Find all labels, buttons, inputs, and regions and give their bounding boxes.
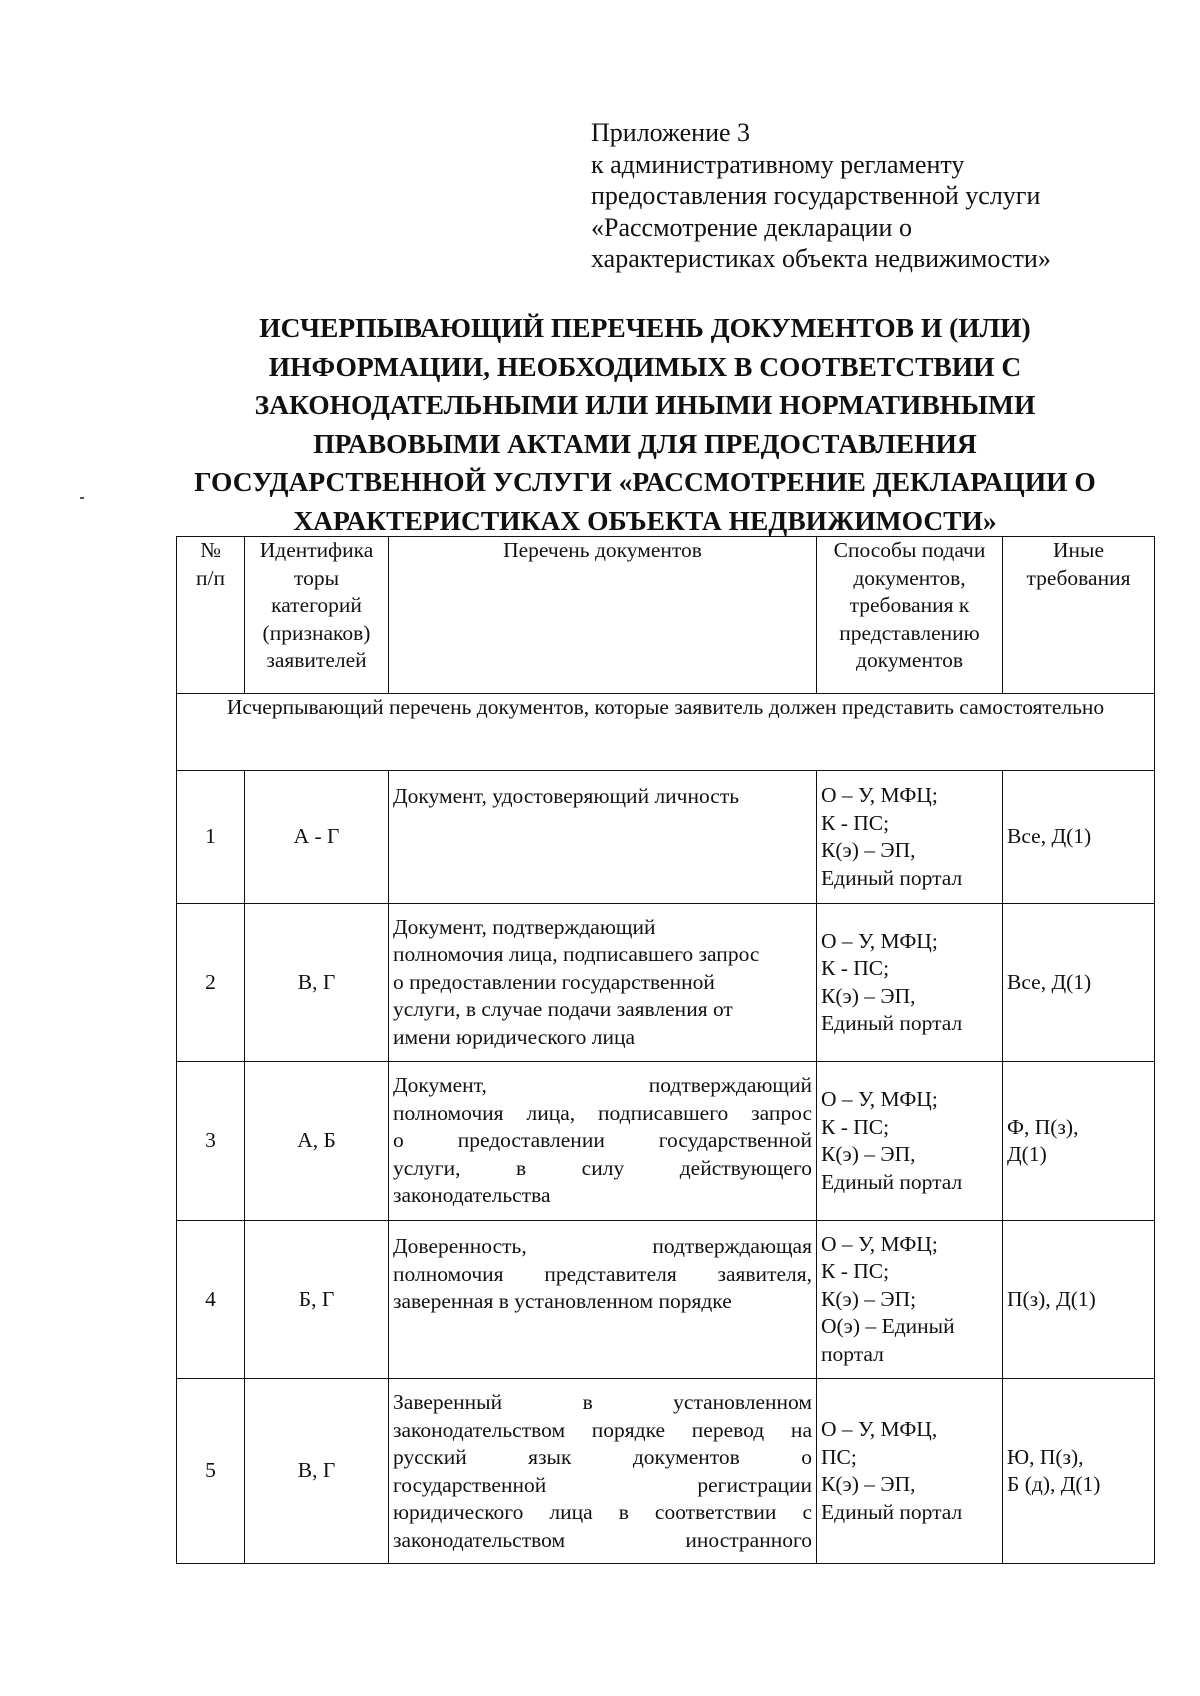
scan-speck: [80, 497, 84, 499]
row-number: 1: [177, 771, 245, 904]
appendix-line: Приложение 3: [591, 118, 751, 147]
appendix-line: к административному регламенту: [591, 149, 965, 179]
row-other-requirements: Ю, П(з), Б (д), Д(1): [1003, 1379, 1155, 1564]
row-submission-ways: О – У, МФЦ; К - ПС; К(э) – ЭП, Единый портал: [817, 1062, 1003, 1221]
title-line: ЗАКОНОДАТЕЛЬНЫМИ ИЛИ ИНЫМИ НОРМАТИВНЫМИ: [254, 389, 1036, 420]
header-ids: Идентифика торы категорий (признаков) заявителей: [245, 537, 389, 694]
row-documents: Документ, подтверждающий полномочия лица, подписавшего запрос о предоставлении государственной услуги, в случае подачи заявления от имени юридического лица: [389, 904, 817, 1062]
appendix-line: предоставления государственной услуги: [591, 181, 1041, 210]
appendix-line: характеристиках объекта недвижимости»: [591, 244, 1051, 273]
row-other-requirements: Все, Д(1): [1003, 771, 1155, 904]
row-number: 4: [177, 1221, 245, 1379]
row-submission-ways: О – У, МФЦ; К - ПС; К(э) – ЭП, Единый портал: [817, 904, 1003, 1062]
title-line: ГОСУДАРСТВЕННОЙ УСЛУГИ «РАССМОТРЕНИЕ ДЕКЛАРАЦИИ О: [194, 466, 1096, 497]
row-number: 2: [177, 904, 245, 1062]
table-row: [177, 771, 1155, 904]
row-other-requirements: П(з), Д(1): [1003, 1221, 1155, 1379]
table-row: [177, 904, 1155, 1062]
title-line: ПРАВОВЫМИ АКТАМИ ДЛЯ ПРЕДОСТАВЛЕНИЯ: [313, 427, 977, 459]
row-number: 3: [177, 1062, 245, 1221]
title-line: ИСЧЕРПЫВАЮЩИЙ ПЕРЕЧЕНЬ ДОКУМЕНТОВ И (ИЛИ): [259, 312, 1031, 343]
header-ways: Способы подачи документов, требования к представлению документов: [817, 537, 1003, 694]
row-applicant-ids: А - Г: [245, 771, 389, 904]
row-submission-ways: О – У, МФЦ, ПС; К(э) – ЭП, Единый портал: [817, 1379, 1003, 1564]
documents-table: [176, 536, 1155, 1564]
row-applicant-ids: В, Г: [245, 1379, 389, 1564]
row-number: 5: [177, 1379, 245, 1564]
title-line: ИНФОРМАЦИИ, НЕОБХОДИМЫХ В СООТВЕТСТВИИ С: [268, 350, 1022, 382]
row-documents: Доверенность, подтверждающая полномочия представителя заявителя, заверенная в установленном порядке: [389, 1221, 817, 1379]
row-documents: Заверенный в установленном законодательством порядке перевод на русский язык документов о государственной регистрации юридического лица в соответствии с законодательством иностранного: [389, 1379, 817, 1564]
table-row: [177, 1379, 1155, 1564]
table-header-row: [177, 537, 1155, 694]
row-documents: Документ, подтверждающий полномочия лица, подписавшего запрос о предоставлении государственной услуги, в силу действующего законодательства: [389, 1062, 817, 1221]
row-submission-ways: О – У, МФЦ; К - ПС; К(э) – ЭП; О(э) – Единый портал: [817, 1221, 1003, 1379]
row-other-requirements: Все, Д(1): [1003, 904, 1155, 1062]
row-documents: Документ, удостоверяющий личность: [389, 771, 817, 904]
table-row: [177, 1062, 1155, 1221]
appendix-caption: [591, 117, 1151, 275]
section-title: Исчерпывающий перечень документов, которые заявитель должен представить самостоятельно: [177, 694, 1155, 771]
row-applicant-ids: А, Б: [245, 1062, 389, 1221]
row-applicant-ids: Б, Г: [245, 1221, 389, 1379]
header-list: Перечень документов: [389, 537, 817, 694]
header-num: № п/п: [177, 537, 245, 694]
row-submission-ways: О – У, МФЦ; К - ПС; К(э) – ЭП, Единый портал: [817, 771, 1003, 904]
row-applicant-ids: В, Г: [245, 904, 389, 1062]
row-other-requirements: Ф, П(з), Д(1): [1003, 1062, 1155, 1221]
appendix-line: «Рассмотрение декларации о: [591, 212, 912, 242]
header-other: Иные требования: [1003, 537, 1155, 694]
table-row: [177, 1221, 1155, 1379]
document-title: [150, 309, 1140, 540]
title-line: ХАРАКТЕРИСТИКАХ ОБЪЕКТА НЕДВИЖИМОСТИ»: [293, 504, 997, 536]
section-title-row: [177, 694, 1155, 771]
